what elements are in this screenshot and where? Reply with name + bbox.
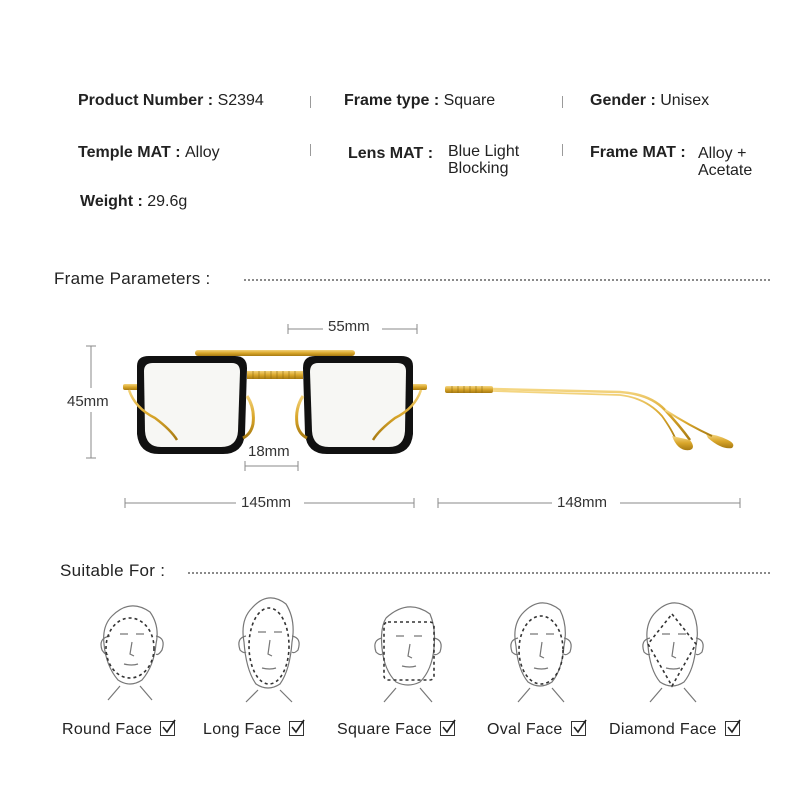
spec-value-line: Alloy + xyxy=(698,145,747,162)
frame-width-label: 145mm xyxy=(241,494,292,511)
face-option-long xyxy=(203,721,304,739)
spec-label: Gender xyxy=(590,92,647,109)
lens-height-label: 45mm xyxy=(67,393,109,410)
face-option-oval xyxy=(487,721,586,739)
face-label: Oval Face xyxy=(487,721,563,738)
glasses-front-image xyxy=(115,338,435,468)
glasses-temple-image xyxy=(440,378,740,458)
spec-value-line: Blocking xyxy=(448,160,509,177)
spec-temple-mat: Temple MAT : Alloy xyxy=(78,144,220,161)
square-face-icon xyxy=(368,596,448,706)
temple-length-label: 148mm xyxy=(557,494,608,511)
bridge-label: 18mm xyxy=(248,443,290,460)
spec-value: Alloy xyxy=(184,144,220,161)
spec-label: Frame MAT xyxy=(590,144,676,161)
checkbox-checked-icon xyxy=(725,721,740,736)
spec-value: Unisex xyxy=(660,92,710,109)
spec-label: Temple MAT xyxy=(78,144,171,161)
face-option-square xyxy=(337,721,455,739)
face-option-diamond xyxy=(609,721,740,739)
spec-value: S2394 xyxy=(217,92,264,109)
checkbox-checked-icon xyxy=(160,721,175,736)
suitable-for-title: Suitable For : xyxy=(60,561,166,580)
checkbox-checked-icon xyxy=(289,721,304,736)
spec-label: Frame type xyxy=(344,92,430,109)
spec-value: Square xyxy=(443,92,496,109)
checkbox-checked-icon xyxy=(440,721,455,736)
long-face-icon xyxy=(228,590,308,705)
frame-parameters-title: Frame Parameters : xyxy=(54,269,211,288)
spec-value-line: Acetate xyxy=(698,162,753,179)
face-label: Round Face xyxy=(62,721,153,738)
round-face-icon xyxy=(90,596,170,706)
spec-value-line: Blue Light xyxy=(448,143,520,160)
spec-label: Lens MAT xyxy=(348,145,424,162)
spec-frame-type: Frame type : Square xyxy=(344,92,496,109)
spec-label: Product Number xyxy=(78,92,204,109)
spec-gender: Gender : Unisex xyxy=(590,92,710,109)
face-label: Square Face xyxy=(337,721,432,738)
checkbox-checked-icon xyxy=(571,721,586,736)
spec-lens-mat: Lens MAT : xyxy=(348,145,434,162)
spec-value: 29.6g xyxy=(147,193,188,210)
face-label: Diamond Face xyxy=(609,721,717,738)
spec-product-number: Product Number : S2394 xyxy=(78,92,264,109)
spec-weight: Weight : 29.6g xyxy=(80,193,188,210)
spec-label: Weight xyxy=(80,193,134,210)
oval-face-icon xyxy=(500,594,580,706)
face-option-round xyxy=(62,721,175,739)
lens-width-label: 55mm xyxy=(328,318,370,335)
spec-frame-mat: Frame MAT : xyxy=(590,144,686,161)
diamond-face-icon xyxy=(632,594,712,706)
face-label: Long Face xyxy=(203,721,282,738)
dotted-divider xyxy=(188,572,770,574)
